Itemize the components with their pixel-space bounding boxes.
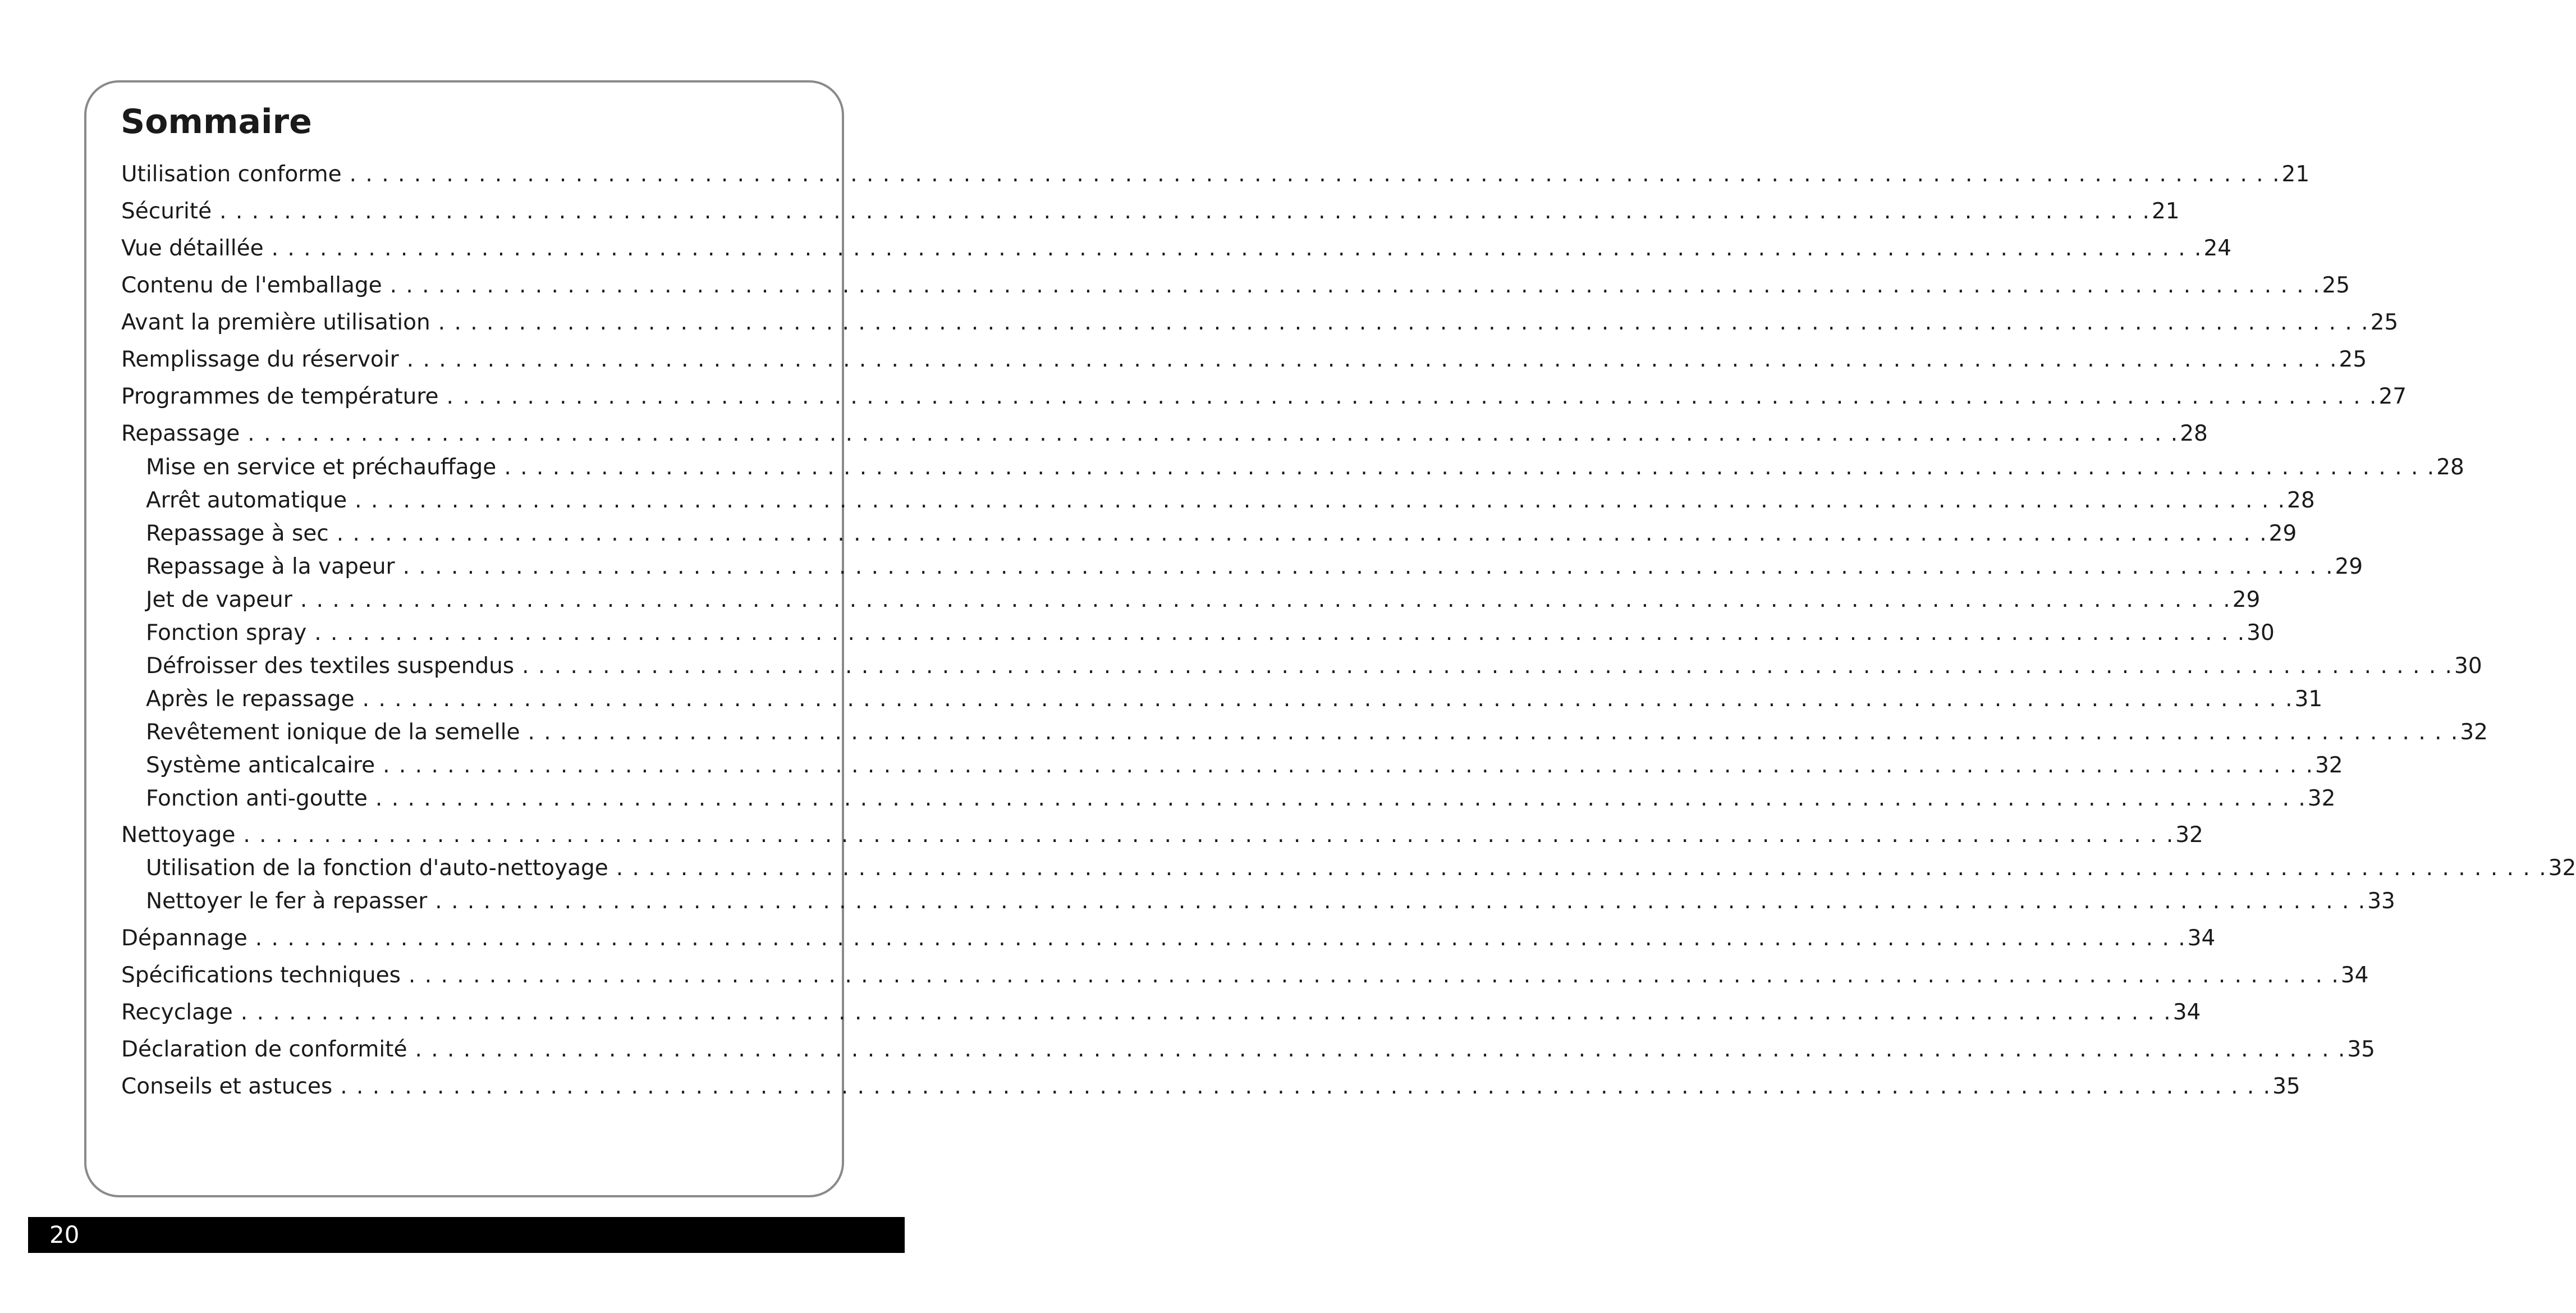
toc-entry-label: Dépannage: [121, 926, 247, 951]
toc-entry-label: Repassage: [121, 421, 240, 446]
toc-entry-page: 25: [2322, 273, 2350, 298]
toc-entry-label: Après le repassage: [146, 687, 355, 712]
toc-entry-page: 32: [2460, 720, 2488, 745]
toc-entry[interactable]: [121, 272, 2350, 300]
toc-entry-page: 21: [2281, 162, 2310, 187]
toc-entry-page: 29: [2335, 554, 2363, 579]
toc-entry-page: 29: [2232, 587, 2261, 612]
toc-entry-label: Déclaration de conformité: [121, 1037, 407, 1062]
toc-entry-label: Défroisser des textiles suspendus: [146, 653, 515, 679]
toc-entry[interactable]: [146, 520, 2297, 548]
toc-entry-label: Nettoyage: [121, 822, 236, 848]
toc-entry[interactable]: [146, 454, 2464, 482]
toc-entry-page: 34: [2172, 1000, 2201, 1025]
toc-entry[interactable]: [121, 821, 2203, 849]
toc-entry-label: Repassage à sec: [146, 521, 329, 546]
toc-dot-leader: . . . . . . . . . . . . . . . . . . . . . . . . . . . . . . . . . . . . . . . . . . . . . . . . . . . . . . . . . . . . . . . . . . . . . . . . . . . . . . . . . . . . . . . . . . . . . . . . . . . . . . . . . . . . . . . . . . . . . . . .: [314, 620, 2246, 646]
toc-entry[interactable]: [121, 235, 2232, 263]
toc-entry[interactable]: [146, 685, 2323, 713]
toc-dot-leader: . . . . . . . . . . . . . . . . . . . . . . . . . . . . . . . . . . . . . . . . . . . . . . . . . . . . . . . . . . . . . . . . . . . . . . . . . . . . . . . . . . . . . . . . . . . . . . . . . . . . . . . . . . . . . . . . . . . . . . . .: [528, 720, 2459, 745]
toc-entry-label: Revêtement ionique de la semelle: [146, 720, 520, 745]
toc-entry[interactable]: [121, 420, 2208, 448]
toc-entry[interactable]: [146, 652, 2482, 680]
toc-entry[interactable]: [146, 887, 2395, 916]
toc-entry-page: 28: [2180, 421, 2208, 446]
toc-entry-label: Repassage à la vapeur: [146, 554, 395, 579]
toc-entry-page: 24: [2203, 236, 2232, 261]
toc-dot-leader: . . . . . . . . . . . . . . . . . . . . . . . . . . . . . . . . . . . . . . . . . . . . . . . . . . . . . . . . . . . . . . . . . . . . . . . . . . . . . . . . . . . . . . . . . . . . . . . . . . . . . . . . . . . . . . . . . . . . . . . .: [408, 963, 2340, 988]
toc-entry-page: 32: [2314, 753, 2343, 778]
toc-entry-label: Contenu de l'emballage: [121, 273, 382, 298]
toc-entry-label: Recyclage: [121, 1000, 233, 1025]
toc-entry-page: 33: [2367, 889, 2395, 914]
toc-dot-leader: . . . . . . . . . . . . . . . . . . . . . . . . . . . . . . . . . . . . . . . . . . . . . . . . . . . . . . . . . . . . . . . . . . . . . . . . . . . . . . . . . . . . . . . . . . . . . . . . . . . . . . . . . . . . . . . . . . . . . . . .: [504, 455, 2436, 480]
toc-entry[interactable]: [146, 619, 2275, 647]
toc-dot-leader: . . . . . . . . . . . . . . . . . . . . . . . . . . . . . . . . . . . . . . . . . . . . . . . . . . . . . . . . . . . . . . . . . . . . . . . . . . . . . . . . . . . . . . . . . . . . . . . . . . . . . . . . . . . . . . . . . . . . . . . .: [383, 753, 2314, 778]
toc-dot-leader: . . . . . . . . . . . . . . . . . . . . . . . . . . . . . . . . . . . . . . . . . . . . . . . . . . . . . . . . . . . . . . . . . . . . . . . . . . . . . . . . . . . . . . . . . . . . . . . . . . . . . . . . . . . . . . . . . . . . . . . .: [336, 521, 2268, 546]
toc-entry[interactable]: [121, 309, 2399, 337]
toc-entry[interactable]: [146, 854, 2576, 882]
toc-entry-page: 28: [2436, 455, 2464, 480]
toc-entry-page: 34: [2187, 926, 2216, 951]
toc-entry-page: 30: [2454, 653, 2482, 679]
toc-dot-leader: . . . . . . . . . . . . . . . . . . . . . . . . . . . . . . . . . . . . . . . . . . . . . . . . . . . . . . . . . . . . . . . . . . . . . . . . . . . . . . . . . . . . . . . . . . . . . . . . . . . . . . . . . . . . . . . . . . . . . . . .: [616, 855, 2547, 881]
toc-entry[interactable]: [121, 999, 2201, 1027]
footer-bar: [28, 1217, 905, 1253]
toc-entry-label: Spécifications techniques: [121, 963, 401, 988]
toc-entry-label: Utilisation de la fonction d'auto-nettoyage: [146, 855, 608, 881]
toc-dot-leader: . . . . . . . . . . . . . . . . . . . . . . . . . . . . . . . . . . . . . . . . . . . . . . . . . . . . . . . . . . . . . . . . . . . . . . . . . . . . . . . . . . . . . . . . . . . . . . . . . . . . . . . . . . . . . . . . . . . . . . . .: [243, 822, 2175, 848]
toc-entry[interactable]: [121, 383, 2407, 411]
toc-entry-page: 29: [2268, 521, 2297, 546]
toc-entry-page: 30: [2247, 620, 2275, 646]
toc-entry-page: 32: [2548, 855, 2576, 881]
toc-entry-page: 34: [2340, 963, 2369, 988]
toc-entry-label: Remplissage du réservoir: [121, 347, 399, 372]
toc-entry-label: Fonction spray: [146, 620, 307, 646]
toc-entry-page: 27: [2378, 384, 2407, 409]
toc-entry[interactable]: [146, 487, 2315, 515]
toc-entry[interactable]: [146, 752, 2343, 780]
toc-dot-leader: . . . . . . . . . . . . . . . . . . . . . . . . . . . . . . . . . . . . . . . . . . . . . . . . . . . . . . . . . . . . . . . . . . . . . . . . . . . . . . . . . . . . . . . . . . . . . . . . . . . . . . . . . . . . . . . . . . . . . . . .: [375, 786, 2307, 811]
toc-entry-label: Système anticalcaire: [146, 753, 375, 778]
toc-entry-page: 28: [2287, 488, 2315, 513]
toc-entry-page: 32: [2307, 786, 2336, 811]
toc-entry-label: Arrêt automatique: [146, 488, 347, 513]
toc-dot-leader: . . . . . . . . . . . . . . . . . . . . . . . . . . . . . . . . . . . . . . . . . . . . . . . . . . . . . . . . . . . . . . . . . . . . . . . . . . . . . . . . . . . . . . . . . . . . . . . . . . . . . . . . . . . . . . . . . . . . . . . .: [240, 1000, 2172, 1025]
toc-entry-label: Programmes de température: [121, 384, 439, 409]
toc-entry[interactable]: [146, 719, 2488, 747]
toc-entry[interactable]: [146, 553, 2363, 581]
page-number: 20: [49, 1221, 80, 1248]
toc-dot-leader: . . . . . . . . . . . . . . . . . . . . . . . . . . . . . . . . . . . . . . . . . . . . . . . . . . . . . . . . . . . . . . . . . . . . . . . . . . . . . . . . . . . . . . . . . . . . . . . . . . . . . . . . . . . . . . . . . . . . . . . .: [300, 587, 2231, 612]
toc-dot-leader: . . . . . . . . . . . . . . . . . . . . . . . . . . . . . . . . . . . . . . . . . . . . . . . . . . . . . . . . . . . . . . . . . . . . . . . . . . . . . . . . . . . . . . . . . . . . . . . . . . . . . . . . . . . . . . . . . . . . . . . .: [435, 889, 2367, 914]
toc-entry[interactable]: [121, 1073, 2300, 1101]
toc-entry[interactable]: [121, 161, 2310, 189]
toc-entry-label: Conseils et astuces: [121, 1074, 333, 1099]
toc-dot-leader: . . . . . . . . . . . . . . . . . . . . . . . . . . . . . . . . . . . . . . . . . . . . . . . . . . . . . . . . . . . . . . . . . . . . . . . . . . . . . . . . . . . . . . . . . . . . . . . . . . . . . . . . . . . . . . . . . . . . . . . .: [415, 1037, 2346, 1062]
toc-entry-label: Sécurité: [121, 199, 212, 224]
toc-entry-page: 35: [2347, 1037, 2375, 1062]
toc-entry-label: Mise en service et préchauffage: [146, 455, 497, 480]
toc-dot-leader: . . . . . . . . . . . . . . . . . . . . . . . . . . . . . . . . . . . . . . . . . . . . . . . . . . . . . . . . . . . . . . . . . . . . . . . . . . . . . . . . . . . . . . . . . . . . . . . . . . . . . . . . . . . . . . . . . . . . . . . .: [271, 236, 2203, 261]
toc-dot-leader: . . . . . . . . . . . . . . . . . . . . . . . . . . . . . . . . . . . . . . . . . . . . . . . . . . . . . . . . . . . . . . . . . . . . . . . . . . . . . . . . . . . . . . . . . . . . . . . . . . . . . . . . . . . . . . . . . . . . . . . .: [522, 653, 2454, 679]
toc-title: Sommaire: [121, 102, 312, 141]
toc-dot-leader: . . . . . . . . . . . . . . . . . . . . . . . . . . . . . . . . . . . . . . . . . . . . . . . . . . . . . . . . . . . . . . . . . . . . . . . . . . . . . . . . . . . . . . . . . . . . . . . . . . . . . . . . . . . . . . . . . . . . . . . .: [355, 488, 2286, 513]
toc-dot-leader: . . . . . . . . . . . . . . . . . . . . . . . . . . . . . . . . . . . . . . . . . . . . . . . . . . . . . . . . . . . . . . . . . . . . . . . . . . . . . . . . . . . . . . . . . . . . . . . . . . . . . . . . . . . . . . . . . . . . . . . .: [438, 310, 2369, 335]
toc-entry-label: Vue détaillée: [121, 236, 264, 261]
toc-entry[interactable]: [146, 785, 2336, 813]
toc-entry-label: Nettoyer le fer à repasser: [146, 889, 428, 914]
toc-dot-leader: . . . . . . . . . . . . . . . . . . . . . . . . . . . . . . . . . . . . . . . . . . . . . . . . . . . . . . . . . . . . . . . . . . . . . . . . . . . . . . . . . . . . . . . . . . . . . . . . . . . . . . . . . . . . . . . . . . . . . . . .: [362, 687, 2294, 712]
toc-entry[interactable]: [121, 346, 2367, 374]
toc-entry[interactable]: [121, 962, 2369, 990]
toc-entry[interactable]: [121, 198, 2180, 226]
toc-entry-page: 25: [2370, 310, 2399, 335]
toc-entry-page: 31: [2294, 687, 2323, 712]
toc-dot-leader: . . . . . . . . . . . . . . . . . . . . . . . . . . . . . . . . . . . . . . . . . . . . . . . . . . . . . . . . . . . . . . . . . . . . . . . . . . . . . . . . . . . . . . . . . . . . . . . . . . . . . . . . . . . . . . . . . . . . . . . .: [219, 199, 2151, 224]
toc-entry-page: 25: [2339, 347, 2367, 372]
toc-entry[interactable]: [146, 586, 2261, 614]
toc-entry-label: Fonction anti-goutte: [146, 786, 368, 811]
toc-dot-leader: . . . . . . . . . . . . . . . . . . . . . . . . . . . . . . . . . . . . . . . . . . . . . . . . . . . . . . . . . . . . . . . . . . . . . . . . . . . . . . . . . . . . . . . . . . . . . . . . . . . . . . . . . . . . . . . . . . . . . . . .: [389, 273, 2321, 298]
toc-entry-label: Jet de vapeur: [146, 587, 292, 612]
toc-entry-label: Utilisation conforme: [121, 162, 342, 187]
toc-dot-leader: . . . . . . . . . . . . . . . . . . . . . . . . . . . . . . . . . . . . . . . . . . . . . . . . . . . . . . . . . . . . . . . . . . . . . . . . . . . . . . . . . . . . . . . . . . . . . . . . . . . . . . . . . . . . . . . . . . . . . . . .: [349, 162, 2281, 187]
toc-entry-page: 21: [2151, 199, 2180, 224]
toc-dot-leader: . . . . . . . . . . . . . . . . . . . . . . . . . . . . . . . . . . . . . . . . . . . . . . . . . . . . . . . . . . . . . . . . . . . . . . . . . . . . . . . . . . . . . . . . . . . . . . . . . . . . . . . . . . . . . . . . . . . . . . . .: [255, 926, 2187, 951]
toc-entry[interactable]: [121, 925, 2216, 953]
toc-dot-leader: . . . . . . . . . . . . . . . . . . . . . . . . . . . . . . . . . . . . . . . . . . . . . . . . . . . . . . . . . . . . . . . . . . . . . . . . . . . . . . . . . . . . . . . . . . . . . . . . . . . . . . . . . . . . . . . . . . . . . . . .: [247, 421, 2179, 446]
toc-dot-leader: . . . . . . . . . . . . . . . . . . . . . . . . . . . . . . . . . . . . . . . . . . . . . . . . . . . . . . . . . . . . . . . . . . . . . . . . . . . . . . . . . . . . . . . . . . . . . . . . . . . . . . . . . . . . . . . . . . . . . . . .: [402, 554, 2334, 579]
toc-dot-leader: . . . . . . . . . . . . . . . . . . . . . . . . . . . . . . . . . . . . . . . . . . . . . . . . . . . . . . . . . . . . . . . . . . . . . . . . . . . . . . . . . . . . . . . . . . . . . . . . . . . . . . . . . . . . . . . . . . . . . . . .: [406, 347, 2338, 372]
toc-entry-label: Avant la première utilisation: [121, 310, 430, 335]
toc-entry-page: 32: [2175, 822, 2203, 848]
toc-dot-leader: . . . . . . . . . . . . . . . . . . . . . . . . . . . . . . . . . . . . . . . . . . . . . . . . . . . . . . . . . . . . . . . . . . . . . . . . . . . . . . . . . . . . . . . . . . . . . . . . . . . . . . . . . . . . . . . . . . . . . . . .: [340, 1074, 2272, 1099]
toc-dot-leader: . . . . . . . . . . . . . . . . . . . . . . . . . . . . . . . . . . . . . . . . . . . . . . . . . . . . . . . . . . . . . . . . . . . . . . . . . . . . . . . . . . . . . . . . . . . . . . . . . . . . . . . . . . . . . . . . . . . . . . . .: [446, 384, 2378, 409]
toc-entry[interactable]: [121, 1036, 2375, 1064]
toc-entry-page: 35: [2272, 1074, 2300, 1099]
